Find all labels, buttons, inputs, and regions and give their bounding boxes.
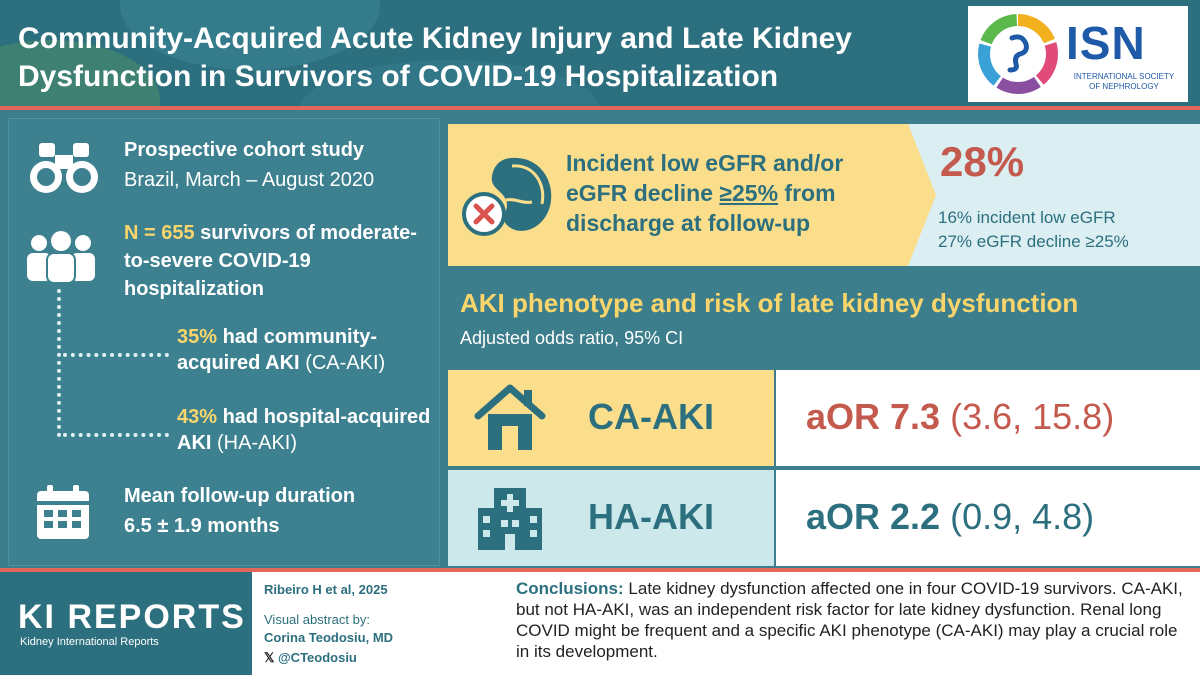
study-panel: [8, 118, 440, 566]
ha-aki-aor-cell: [776, 470, 1200, 566]
ca-aki-percent: 35%: [177, 326, 218, 348]
outcome-threshold: ≥25%: [719, 180, 779, 206]
kidney-x-icon: [460, 152, 560, 242]
visual-abstract-by: Visual abstract by:: [264, 612, 370, 627]
outcome-text-part2: from discharge at follow-up: [566, 180, 836, 236]
ca-aki-aor-value: aOR 7.3: [806, 396, 941, 437]
ca-aki-ci: (3.6, 15.8): [950, 396, 1115, 437]
tree-connector: [57, 289, 61, 437]
sample-size-desc: survivors of moderate-to-severe COVID-19 hospitalization: [124, 222, 417, 300]
author-handle-text: @CTeodosiu: [278, 650, 357, 665]
ha-aki-abbrev: (HA-AKI): [217, 432, 298, 454]
isn-logo-subtitle: INTERNATIONAL SOCIETY OF NEPHROLOGY: [1073, 72, 1175, 91]
ca-aki-proportion: [177, 324, 437, 376]
phenotype-subtitle: Adjusted odds ratio, 95% CI: [460, 328, 684, 348]
x-logo-icon: 𝕏: [264, 650, 275, 665]
ha-aki-aor-value: aOR 2.2: [806, 496, 941, 537]
followup-title: Mean follow-up duration: [124, 485, 356, 507]
journal-logo-block: [0, 572, 252, 675]
ca-aki-abbrev: (CA-AKI): [305, 352, 386, 374]
ha-aki-proportion: [177, 404, 437, 456]
ca-aki-label: CA-AKI: [588, 396, 714, 437]
citation: Ribeiro H et al, 2025: [264, 582, 388, 597]
ca-aki-label-cell: [448, 370, 774, 466]
ca-aki-row: [448, 370, 1200, 466]
ca-aki-aor-cell: [776, 370, 1200, 466]
followup-value: 6.5 ± 1.9 months: [124, 515, 280, 537]
page-title: Community-Acquired Acute Kidney Injury and Late Kidney Dysfunction in Survivors of COVID-19 Hospitalization: [18, 22, 852, 93]
people-group-icon: [25, 231, 97, 283]
outcome-arrow: [908, 124, 936, 266]
phenotype-title: AKI phenotype and risk of late kidney dysfunction: [460, 288, 1079, 318]
binoculars-icon: [29, 141, 99, 195]
outcome-box: [448, 124, 1200, 266]
tree-connector: [63, 353, 169, 357]
ha-aki-percent: 43%: [177, 406, 218, 428]
ha-aki-ci: (0.9, 4.8): [950, 496, 1095, 537]
hospital-icon: [474, 482, 546, 554]
header: [0, 0, 1200, 108]
footer: [0, 572, 1200, 675]
ha-aki-label-cell: [448, 470, 774, 566]
outcome-sub-low-egfr: 16% incident low eGFR: [938, 208, 1116, 227]
outcome-definition: [566, 148, 906, 238]
ca-aki-aor: [806, 396, 1114, 438]
isn-logo-text: ISN: [1066, 17, 1146, 69]
sample-size-value: N = 655: [124, 222, 195, 244]
ha-aki-label: had hospital-acquired AKI: [177, 406, 431, 454]
study-location: Brazil, March – August 2020: [124, 169, 375, 191]
outcome-text-part1: Incident low eGFR and/or eGFR decline: [566, 150, 844, 206]
conclusions: [516, 578, 1190, 662]
sample-size: [124, 219, 424, 303]
journal-logo: KI REPORTS: [18, 598, 246, 636]
ha-aki-label: HA-AKI: [588, 496, 714, 537]
house-icon: [474, 382, 546, 454]
outcome-percent: 28%: [940, 138, 1025, 185]
ha-aki-aor: [806, 496, 1094, 538]
isn-logo-ring-icon: [976, 12, 1060, 96]
conclusions-text: Late kidney dysfunction affected one in four COVID-19 survivors. CA-AKI, but not HA-AKI, was an independent risk factor for late kidney dysfunction. Renal long COVID might be frequent and a specific AKI phenotype (CA-AKI) may play a crucial role in its development.: [516, 579, 1183, 661]
ha-aki-row: [448, 470, 1200, 566]
ca-aki-label: had community-acquired AKI: [177, 326, 378, 374]
study-type: Prospective cohort study: [124, 139, 365, 161]
journal-subtitle: Kidney International Reports: [20, 636, 159, 648]
isn-logo: [968, 6, 1188, 102]
calendar-icon: [35, 483, 91, 541]
tree-connector: [63, 433, 169, 437]
author-name: Corina Teodosiu, MD: [264, 630, 394, 645]
outcome-sub-decline: 27% eGFR decline ≥25%: [938, 232, 1129, 251]
author-handle[interactable]: [264, 650, 357, 666]
conclusions-label: Conclusions:: [516, 579, 624, 598]
header-divider: [0, 106, 1200, 110]
